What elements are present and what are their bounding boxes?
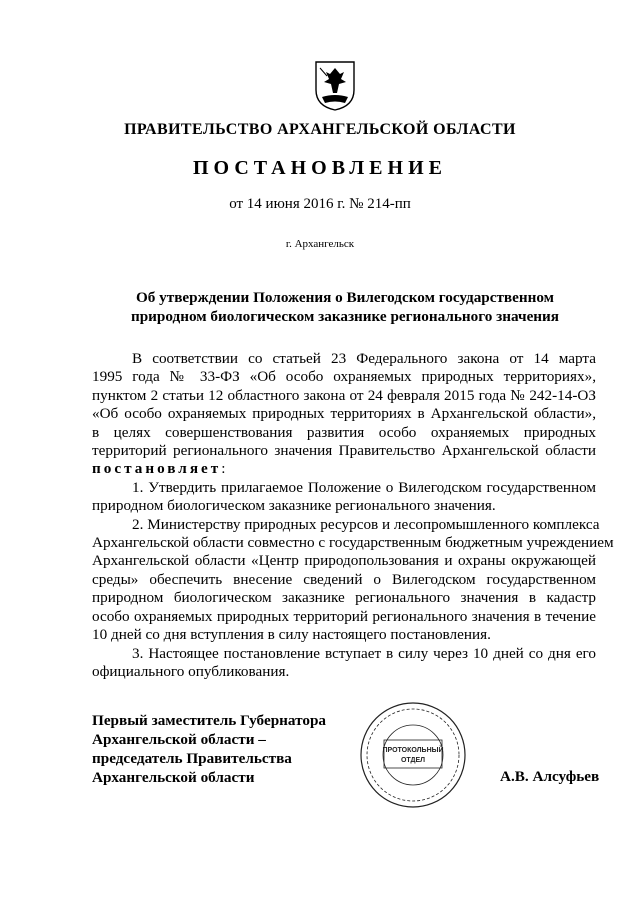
svg-text:ПРОТОКОЛЬНЫЙ: ПРОТОКОЛЬНЫЙ: [382, 747, 444, 754]
intro-line: В соответствии со статьей 23 Федерального закона от 14 марта: [132, 350, 596, 367]
decree-word: постановляет: [92, 460, 222, 478]
item-2: [92, 515, 614, 645]
signatory-line: Архангельской области –: [92, 731, 266, 748]
intro-line: 1995 года № 33-ФЗ «Об особо охраняемых природных территориях»,: [92, 368, 596, 386]
intro-paragraph: [92, 350, 596, 479]
intro-line: «Об особо охраняемых природных территориях в Архангельской области»,: [92, 405, 596, 423]
item-line: Архангельской области совместно с государственным бюджетным учреждением: [92, 534, 614, 552]
item-line: 2. Министерству природных ресурсов и лесопромышленного комплекса: [132, 515, 600, 533]
document-type: ПОСТАНОВЛЕНИЕ: [193, 157, 447, 179]
document-date-number: от 14 июня 2016 г. № 214-пп: [229, 196, 411, 212]
subject-line: природном биологическом заказнике регионального значения: [130, 308, 560, 325]
subject-line: Об утверждении Положения о Вилегодском государственном: [135, 289, 555, 306]
svg-text:ОТДЕЛ: ОТДЕЛ: [400, 757, 426, 764]
item-line: 10 дней со дня вступления в силу настоящего постановления.: [92, 626, 491, 644]
document-body: [92, 350, 614, 681]
item-line: природном биологическом заказнике регионального значения в кадастр: [92, 589, 596, 607]
document-place: г. Архангельск: [285, 238, 355, 250]
decree-suffix: :: [221, 460, 226, 478]
decree-line: [92, 460, 596, 478]
signatory-name: А.В. Алсуфьев: [500, 768, 600, 785]
item-line: среды» обеспечить внесение сведений о Вилегодском государственном: [92, 570, 596, 588]
intro-line: территорий регионального значения Правительство Архангельской области: [92, 442, 596, 460]
item-3: [92, 645, 596, 682]
item-line: природном биологическом заказнике регионального значения.: [92, 497, 496, 515]
signatory-line: председатель Правительства: [92, 750, 292, 767]
intro-line: в целях совершенствования развития особо охраняемых природных: [92, 423, 596, 441]
item-line: особо охраняемых природных территорий регионального значения в течение: [92, 607, 596, 625]
government-title: ПРАВИТЕЛЬСТВО АРХАНГЕЛЬСКОЙ ОБЛАСТИ: [124, 121, 516, 138]
signatory-line: Первый заместитель Губернатора: [92, 712, 326, 729]
item-1: [92, 479, 596, 516]
item-line: Архангельской области «Центр природопользования и охраны окружающей: [92, 552, 596, 570]
signatory-line: Архангельской области: [92, 769, 255, 786]
item-line: 1. Утвердить прилагаемое Положение о Вилегодском государственном: [132, 478, 596, 496]
coat-of-arms-emblem: [314, 60, 356, 112]
document-subject: [0, 288, 640, 326]
intro-line: пунктом 2 статьи 12 областного закона от 24 февраля 2015 года № 242-14-ОЗ: [92, 386, 596, 404]
item-line: 3. Настоящее постановление вступает в силу через 10 дней со дня его: [132, 644, 596, 662]
item-line: официального опубликования.: [92, 662, 290, 680]
official-stamp: [358, 700, 468, 810]
signatory-title: [92, 711, 326, 787]
